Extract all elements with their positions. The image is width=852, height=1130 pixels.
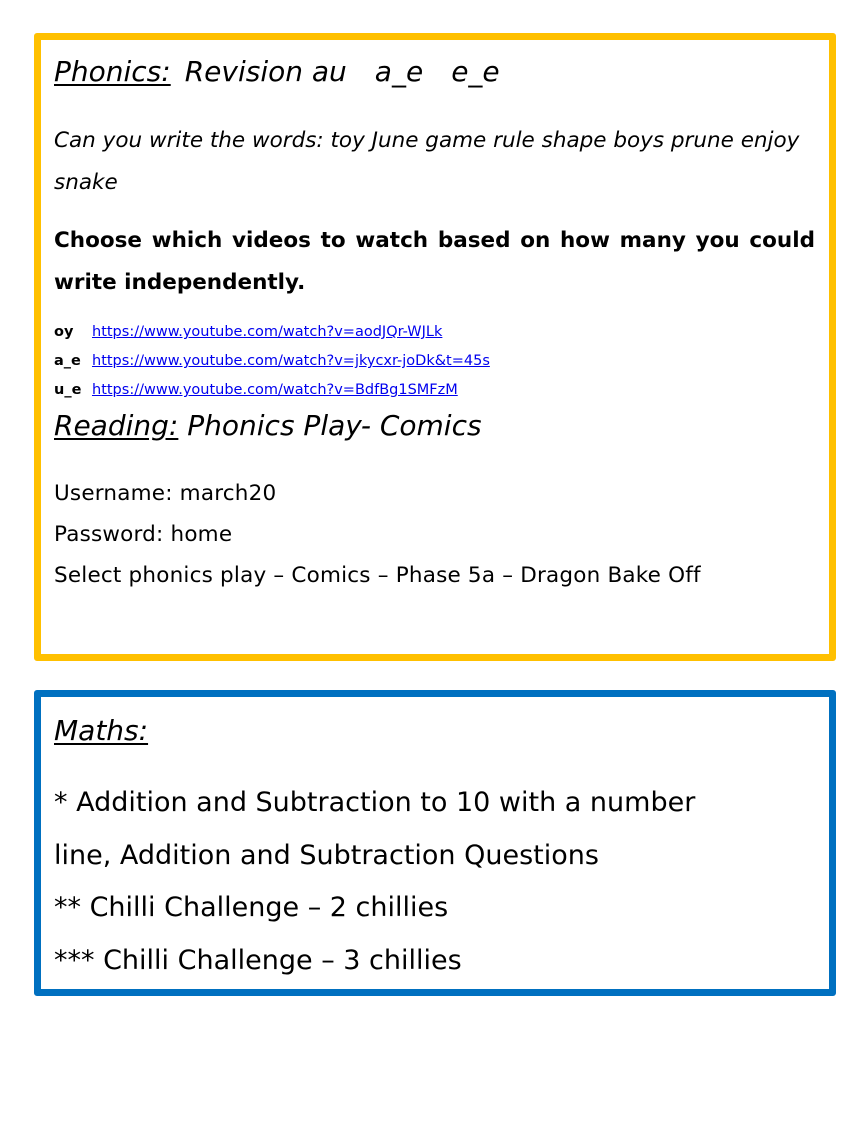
- choose-videos-instruction: [54, 220, 815, 304]
- maths-task-line-4: *** Chilli Challenge – 3 chillies: [54, 944, 462, 976]
- reading-heading: [54, 409, 815, 442]
- choose-videos-period: .: [297, 270, 306, 295]
- reading-password: Password: home: [54, 522, 233, 547]
- maths-task-line-2: line, Addition and Subtraction Questions: [54, 839, 599, 871]
- choose-videos-text: Choose which videos to watch based on how many you could write independently: [54, 228, 815, 295]
- phonics-heading: [54, 55, 815, 88]
- reading-title-text: Phonics Play- Comics: [178, 409, 482, 442]
- video-code-oy: oy: [54, 324, 74, 340]
- maths-label: Maths:: [54, 714, 149, 747]
- video-link-row-u-e: [54, 381, 458, 399]
- reading-details: [54, 473, 815, 596]
- video-link-row-oy: [54, 323, 442, 341]
- maths-task-line-3: ** Chilli Challenge – 2 chillies: [54, 892, 449, 923]
- phonics-title-e-e: e_e: [451, 55, 500, 88]
- video-link-row-a-e: [54, 352, 490, 370]
- maths-panel: [34, 690, 836, 996]
- reading-instructions: Select phonics play – Comics – Phase 5a – Dragon Bake Off: [54, 563, 701, 588]
- video-code-u-e: u_e: [54, 382, 82, 398]
- phonics-label: Phonics:: [54, 55, 171, 88]
- maths-task-line-1: * Addition and Subtraction to 10 with a number: [54, 787, 696, 818]
- maths-heading: [54, 714, 815, 747]
- video-code-a-e: a_e: [54, 353, 81, 369]
- video-link-a-e[interactable]: https://www.youtube.com/watch?v=jkycxr-joDk&t=45s: [92, 353, 490, 369]
- maths-tasks: [54, 777, 815, 987]
- reading-label: Reading:: [54, 409, 179, 442]
- reading-username: Username: march20: [54, 481, 277, 506]
- phonics-title-a-e: a_e: [374, 55, 424, 88]
- phonics-title-text: Revision au: [184, 55, 347, 88]
- video-link-oy[interactable]: https://www.youtube.com/watch?v=aodJQr-WJLk: [92, 324, 443, 340]
- video-link-u-e[interactable]: https://www.youtube.com/watch?v=BdfBg1SMFzM: [92, 382, 458, 398]
- phonics-panel: [34, 33, 836, 661]
- words-prompt: Can you write the words: toy June game rule shape boys prune enjoy snake: [54, 128, 800, 195]
